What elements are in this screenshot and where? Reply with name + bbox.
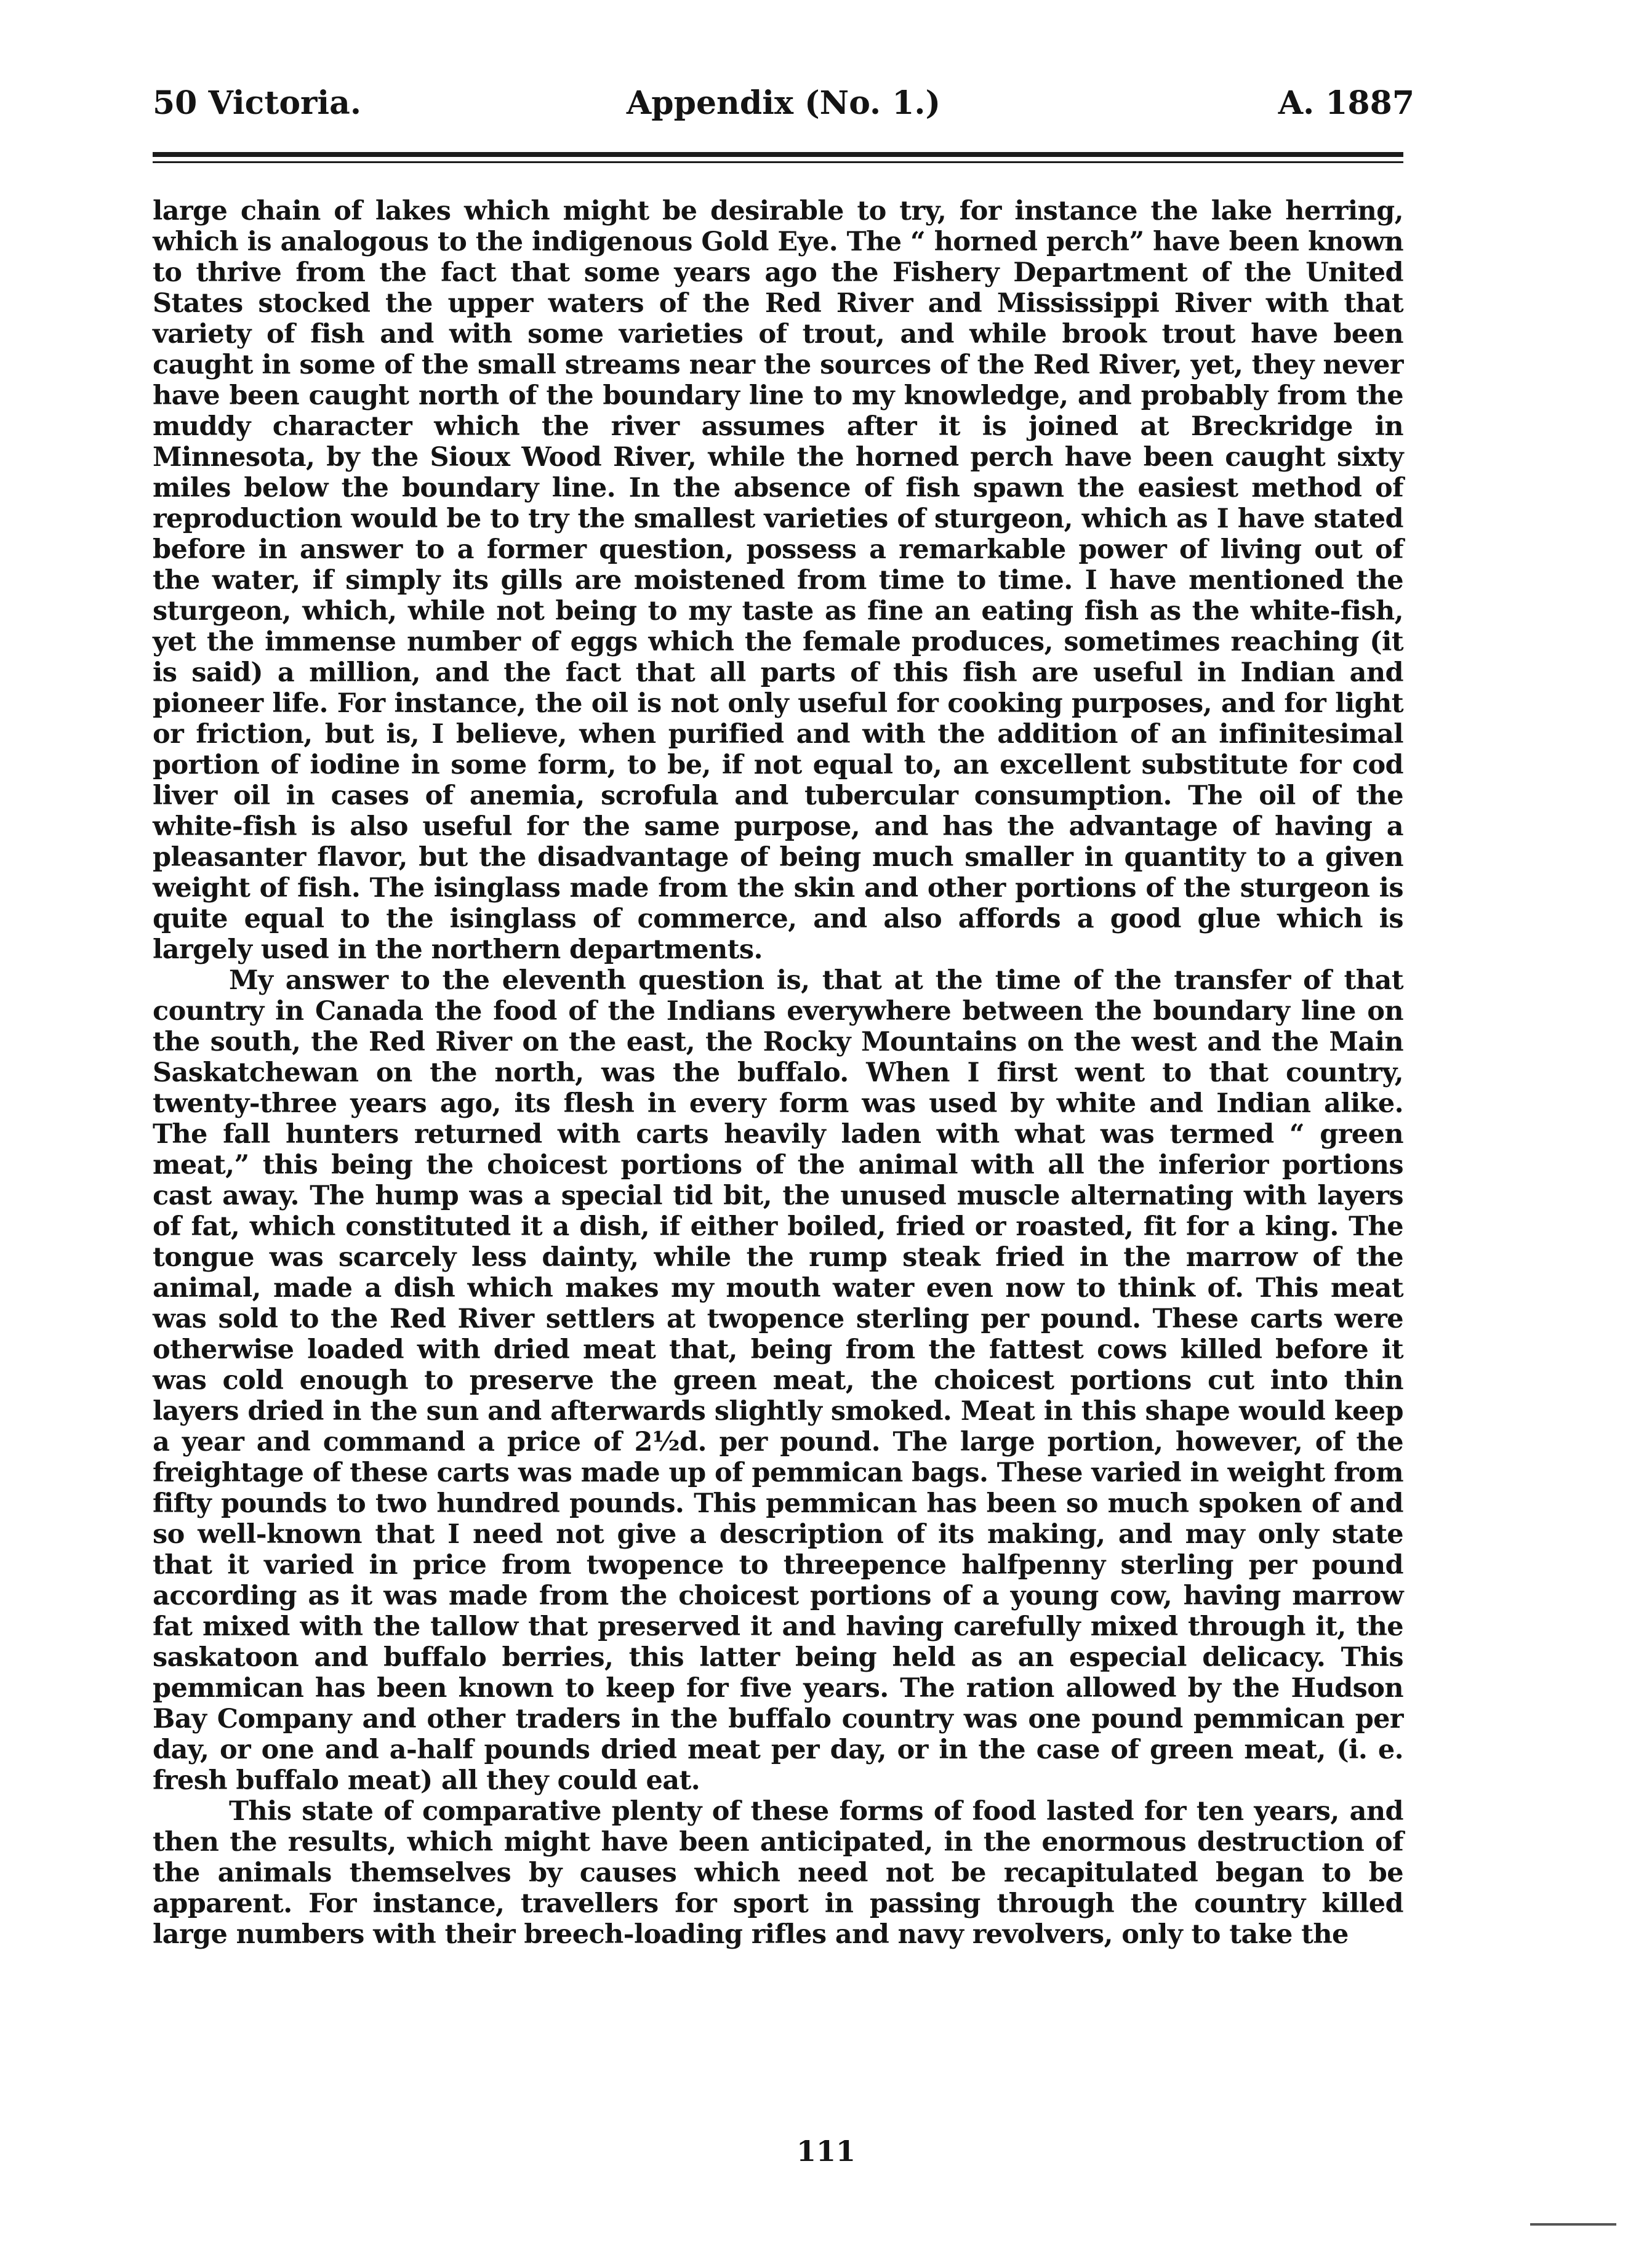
paragraph-eleventh-question: My answer to the eleventh question is, that at the time of the transfer of that country in Canada the food of the Indians everywhere between the boundary line on the south, the Red River on the east, the Rocky Mountains on the west and the Main Saskatchewan on the north, was the buffalo. When I first went to that country, twenty-three years ago, its flesh in every form was used by white and Indian alike. The fall hunters returned with carts heavily laden with what was termed “ green meat,” this being the choicest portions of the animal with all the inferior portions cast away. The hump was a special tid bit, the unused muscle alternating with layers of fat, which constituted it a dish, if either boiled, fried or roasted, fit for a king. The tongue was scarcely less dainty, while the rump steak fried in the marrow of the animal, made a dish which makes my mouth water even now to think of. This meat was sold to the Red River settlers at twopence sterling per pound. These carts were otherwise loaded with dried meat that, being from the fattest cows killed before it was cold enough to preserve the green meat, the choicest portions cut into thin layers dried in the sun and afterwards slightly smoked. Meat in this shape would keep a year and command a price of 2½d. per pound. The large portion, however, of the freightage of these carts was made up of pemmican bags. These varied in weight from fifty pounds to two hundred pounds. This pemmican has been so much spoken of and so well-known that I need not give a description of its making, and may only state that it varied in price from twopence to threepence halfpenny sterling per pound according as it was made from the choicest portions of a young cow, having marrow fat mixed with the tallow that preserved it and having carefully mixed through it, the saskatoon and buffalo berries, this latter being held as an especial delicacy. This pemmican has been known to keep for five years. The ration allowed by the Hudson Bay Company and other traders in the buffalo country was one pound pemmican per day, or one and a-half pounds dried meat per day, or in the case of green meat, (i. e. fresh buffalo meat) all they could eat. bbox=[153, 965, 1403, 1796]
running-header bbox=[153, 79, 1414, 128]
header-session: 50 Victoria. bbox=[153, 84, 361, 122]
scan-edge-mark bbox=[1530, 2223, 1616, 2226]
body-text bbox=[153, 196, 1403, 1950]
header-rule-thin bbox=[153, 161, 1403, 163]
header-year: A. 1887 bbox=[1278, 84, 1414, 122]
page-number: 111 bbox=[796, 2135, 856, 2168]
paragraph-comparative-plenty: This state of comparative plenty of these forms of food lasted for ten years, and then the results, which might have been anticipated, in the enormous destruction of the animals themselves by causes which need not be recapitulated began to be apparent. For instance, travellers for sport in passing through the country killed large numbers with their breech-loading rifles and navy revolvers, only to take the bbox=[153, 1796, 1403, 1950]
header-rule-thick bbox=[153, 152, 1403, 157]
header-appendix-title: Appendix (No. 1.) bbox=[626, 84, 941, 122]
paragraph-continued: large chain of lakes which might be desirable to try, for instance the lake herring, which is analogous to the indigenous Gold Eye. The “ horned perch” have been known to thrive from the fact that some years ago the Fishery Department of the United States stocked the upper waters of the Red River and Mississippi River with that variety of fish and with some varieties of trout, and while brook trout have been caught in some of the small streams near the sources of the Red River, yet, they never have been caught north of the boundary line to my knowledge, and probably from the muddy character which the river assumes after it is joined at Breckridge in Minnesota, by the Sioux Wood River, while the horned perch have been caught sixty miles below the boundary line. In the absence of fish spawn the easiest method of reproduction would be to try the smallest varieties of sturgeon, which as I have stated before in answer to a former question, possess a remarkable power of living out of the water, if simply its gills are moistened from time to time. I have mentioned the sturgeon, which, while not being to my taste as fine an eating fish as the white-fish, yet the immense number of eggs which the female produces, sometimes reaching (it is said) a million, and the fact that all parts of this fish are useful in Indian and pioneer life. For instance, the oil is not only useful for cooking purposes, and for light or friction, but is, I believe, when purified and with the addition of an infinitesimal portion of iodine in some form, to be, if not equal to, an excellent substitute for cod liver oil in cases of anemia, scrofula and tubercular consumption. The oil of the white-fish is also useful for the same purpose, and has the advantage of having a pleasanter flavor, but the disadvantage of being much smaller in quantity to a given weight of fish. The isinglass made from the skin and other portions of the sturgeon is quite equal to the isinglass of commerce, and also affords a good glue which is largely used in the northern departments. bbox=[153, 196, 1403, 965]
